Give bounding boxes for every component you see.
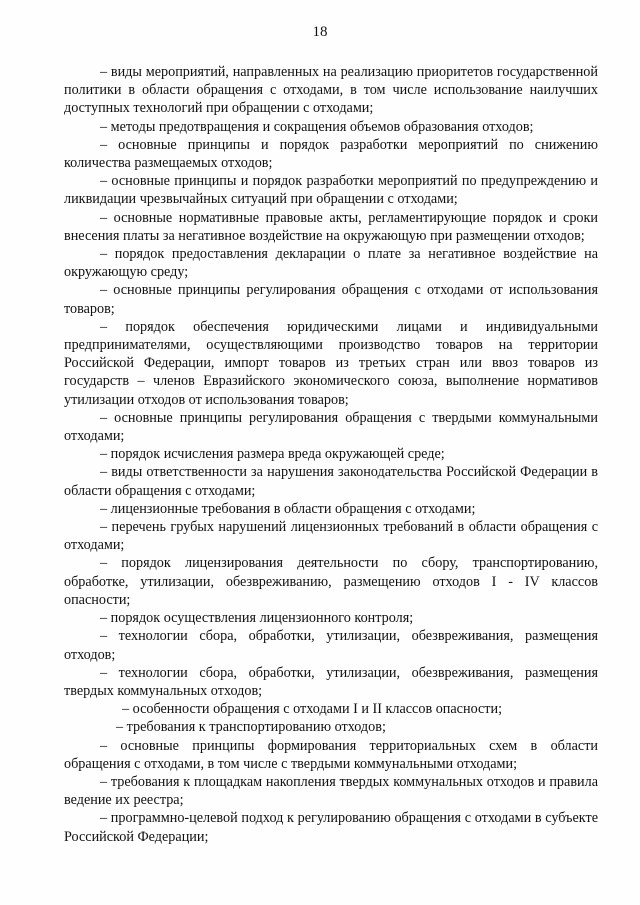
document-body [64,63,598,846]
list-item: – перечень грубых нарушений лицензионных требований в области обращения с отходами; [64,519,598,554]
list-item: – особенности обращения с отходами I и II классов опасности; [122,701,503,718]
list-item: – основные принципы регулирования обращения с твердыми коммунальными отходами; [64,409,598,445]
list-item: – требования к площадкам накопления твердых коммунальных отходов и правила ведение их реестра; [64,773,598,809]
list-item: – основные принципы формирования территориальных схем в области обращения с отходами, в том числе с твердыми коммунальными отходами; [64,737,598,772]
page-number: 18 [312,24,328,40]
list-item: – виды ответственности за нарушения законодательства Российской Федерации в области обращения с отходами; [64,464,598,499]
list-item: – порядок предоставления декларации о плате за негативное воздействие на окружающую среду; [64,246,598,281]
list-item: – методы предотвращения и сокращения объемов образования отходов; [100,118,534,135]
list-item: – лицензионные требования в области обращения с отходами; [100,500,476,517]
list-item: – основные принципы и порядок разработки мероприятий по снижению количества размещаемых отходов; [64,136,598,172]
list-item: – виды мероприятий, направленных на реализацию приоритетов государственной политики в области обращения с отходами, в том числе использование наилучших доступных технологий при обращении с отходами; [64,64,598,117]
list-item: – порядок лицензирования деятельности по сбору, транспортированию, обработке, утилизации, обезвреживанию, размещению отходов I - IV классов опасности; [64,555,598,608]
list-item: – программно-целевой подход к регулированию обращения с отходами в субъекте Российской Федерации; [64,810,598,845]
list-item: – порядок обеспечения юридическими лицами и индивидуальными предпринимателями, осуществляющими производство товаров на территории Российской Федерации, импорт товаров из третьих стран или ввоз товаров из государств – членов Евразийского экономического союза, выполнение нормативов утилизации отходов от использования товаров; [64,318,598,408]
list-item: – технологии сбора, обработки, утилизации, обезвреживания, размещения твердых коммунальных отходов; [64,664,598,699]
list-item: – технологии сбора, обработки, утилизации, обезвреживания, размещения отходов; [64,628,598,663]
list-item: – порядок исчисления размера вреда окружающей среде; [100,446,445,463]
list-item: – требования к транспортированию отходов; [116,719,386,736]
list-item: – основные принципы регулирования обращения с отходами от использования товаров; [64,282,598,317]
list-item: – основные принципы и порядок разработки мероприятий по предупреждению и ликвидации чрезвычайных ситуаций при обращении с отходами; [64,173,598,208]
list-item: – основные нормативные правовые акты, регламентирующие порядок и сроки внесения платы за негативное воздействие на окружающую при размещении отходов; [64,209,598,244]
list-item: – порядок осуществления лицензионного контроля; [100,610,414,627]
